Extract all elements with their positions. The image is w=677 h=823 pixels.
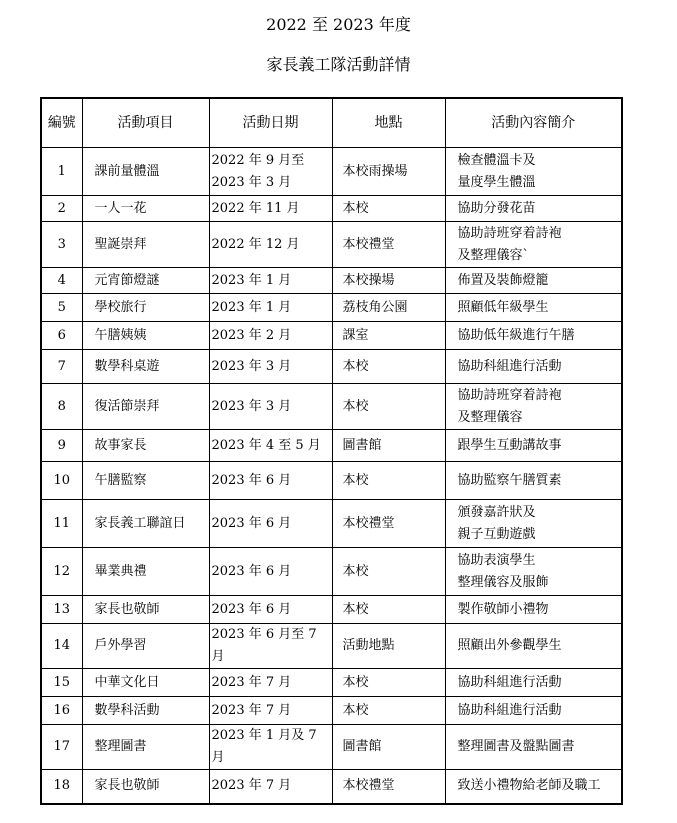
cell-place: 本校 — [332, 697, 445, 725]
table-row — [41, 725, 622, 770]
header-item: 活動項目 — [82, 98, 209, 148]
cell-item: 元宵節燈謎 — [82, 268, 209, 294]
cell-date: 2023 年 7 月 — [209, 669, 332, 697]
cell-place: 本校禮堂 — [332, 500, 445, 548]
cell-place: 本校禮堂 — [332, 222, 445, 268]
cell-no: 13 — [41, 596, 82, 624]
cell-date: 2023 年 3 月 — [209, 384, 332, 430]
cell-desc: 協助科組進行活動 — [445, 669, 622, 697]
table-row — [41, 596, 622, 624]
cell-desc: 協助低年級進行午膳 — [445, 322, 622, 350]
table-row — [41, 548, 622, 596]
cell-no: 6 — [41, 322, 82, 350]
cell-item: 課前量體溫 — [82, 148, 209, 196]
cell-item: 午膳姨姨 — [82, 322, 209, 350]
cell-date: 2022 年 9 月至 2023 年 3 月 — [209, 148, 332, 196]
cell-date: 2023 年 6 月 — [209, 500, 332, 548]
table-row — [41, 462, 622, 500]
cell-place: 本校 — [332, 548, 445, 596]
table-row — [41, 148, 622, 196]
cell-date: 2023 年 3 月 — [209, 350, 332, 384]
cell-place: 本校 — [332, 462, 445, 500]
table-row — [41, 624, 622, 669]
cell-date: 2023 年 6 月 — [209, 548, 332, 596]
cell-desc: 協助監察午膳質素 — [445, 462, 622, 500]
cell-item: 故事家長 — [82, 430, 209, 462]
document-title: 2022 至 2023 年度 — [266, 15, 411, 34]
cell-date: 2022 年 11 月 — [209, 196, 332, 222]
activity-table — [40, 97, 623, 805]
table-row — [41, 430, 622, 462]
cell-item: 家長也敬師 — [82, 596, 209, 624]
cell-place: 本校 — [332, 596, 445, 624]
cell-date: 2023 年 7 月 — [209, 770, 332, 804]
cell-no: 15 — [41, 669, 82, 697]
cell-no: 12 — [41, 548, 82, 596]
cell-desc: 協助科組進行活動 — [445, 350, 622, 384]
cell-desc: 佈置及裝飾燈籠 — [445, 268, 622, 294]
table-row — [41, 350, 622, 384]
cell-no: 9 — [41, 430, 82, 462]
table-row — [41, 500, 622, 548]
cell-date: 2023 年 4 至 5 月 — [209, 430, 332, 462]
cell-item: 家長也敬師 — [82, 770, 209, 804]
header-no: 編號 — [41, 98, 82, 148]
cell-desc: 協助表演學生 整理儀容及服飾 — [445, 548, 622, 596]
cell-no: 17 — [41, 725, 82, 770]
table-header-row — [41, 98, 622, 148]
cell-desc: 頒發嘉許狀及 親子互動遊戲 — [445, 500, 622, 548]
cell-desc: 協助詩班穿着詩袍 及整理儀容 — [445, 384, 622, 430]
cell-place: 課室 — [332, 322, 445, 350]
document-subtitle: 家長義工隊活動詳情 — [266, 55, 411, 74]
cell-place: 本校 — [332, 350, 445, 384]
cell-no: 14 — [41, 624, 82, 669]
cell-place: 本校禮堂 — [332, 770, 445, 804]
cell-place: 活動地點 — [332, 624, 445, 669]
cell-desc: 協助科組進行活動 — [445, 697, 622, 725]
table-row — [41, 770, 622, 804]
table-row — [41, 196, 622, 222]
cell-item: 復活節崇拜 — [82, 384, 209, 430]
cell-desc: 致送小禮物給老師及職工 — [445, 770, 622, 804]
cell-item: 一人一花 — [82, 196, 209, 222]
cell-item: 數學科桌遊 — [82, 350, 209, 384]
table-row — [41, 294, 622, 322]
cell-place: 本校 — [332, 384, 445, 430]
cell-desc: 協助分發花苗 — [445, 196, 622, 222]
header-date: 活動日期 — [209, 98, 332, 148]
cell-item: 中華文化日 — [82, 669, 209, 697]
cell-place: 荔枝角公園 — [332, 294, 445, 322]
cell-no: 4 — [41, 268, 82, 294]
cell-desc: 跟學生互動講故事 — [445, 430, 622, 462]
cell-item: 畢業典禮 — [82, 548, 209, 596]
cell-place: 本校雨操場 — [332, 148, 445, 196]
cell-place: 本校 — [332, 196, 445, 222]
cell-no: 8 — [41, 384, 82, 430]
cell-date: 2023 年 1 月 — [209, 294, 332, 322]
cell-no: 7 — [41, 350, 82, 384]
cell-date: 2023 年 6 月 — [209, 596, 332, 624]
cell-date: 2023 年 1 月及 7 月 — [209, 725, 332, 770]
cell-item: 學校旅行 — [82, 294, 209, 322]
cell-item: 午膳監察 — [82, 462, 209, 500]
cell-item: 聖誕崇拜 — [82, 222, 209, 268]
table-row — [41, 268, 622, 294]
table-row — [41, 222, 622, 268]
cell-date: 2023 年 6 月至 7 月 — [209, 624, 332, 669]
header-place: 地點 — [332, 98, 445, 148]
cell-item: 戶外學習 — [82, 624, 209, 669]
cell-date: 2023 年 2 月 — [209, 322, 332, 350]
table-row — [41, 384, 622, 430]
cell-place: 本校操場 — [332, 268, 445, 294]
cell-no: 11 — [41, 500, 82, 548]
cell-no: 3 — [41, 222, 82, 268]
cell-desc: 整理圖書及盤點圖書 — [445, 725, 622, 770]
cell-no: 5 — [41, 294, 82, 322]
cell-desc: 協助詩班穿着詩袍 及整理儀容` — [445, 222, 622, 268]
cell-item: 數學科活動 — [82, 697, 209, 725]
table-row — [41, 697, 622, 725]
cell-no: 10 — [41, 462, 82, 500]
cell-no: 2 — [41, 196, 82, 222]
cell-date: 2023 年 1 月 — [209, 268, 332, 294]
cell-desc: 製作敬師小禮物 — [445, 596, 622, 624]
cell-place: 圖書館 — [332, 725, 445, 770]
table-row — [41, 669, 622, 697]
cell-desc: 檢查體溫卡及 量度學生體溫 — [445, 148, 622, 196]
cell-item: 整理圖書 — [82, 725, 209, 770]
cell-desc: 照顧出外參觀學生 — [445, 624, 622, 669]
cell-item: 家長義工聯誼日 — [82, 500, 209, 548]
cell-desc: 照顧低年級學生 — [445, 294, 622, 322]
cell-no: 16 — [41, 697, 82, 725]
cell-no: 1 — [41, 148, 82, 196]
cell-date: 2023 年 7 月 — [209, 697, 332, 725]
cell-date: 2022 年 12 月 — [209, 222, 332, 268]
cell-place: 圖書館 — [332, 430, 445, 462]
cell-place: 本校 — [332, 669, 445, 697]
cell-date: 2023 年 6 月 — [209, 462, 332, 500]
table-row — [41, 322, 622, 350]
header-desc: 活動內容簡介 — [445, 98, 622, 148]
cell-no: 18 — [41, 770, 82, 804]
